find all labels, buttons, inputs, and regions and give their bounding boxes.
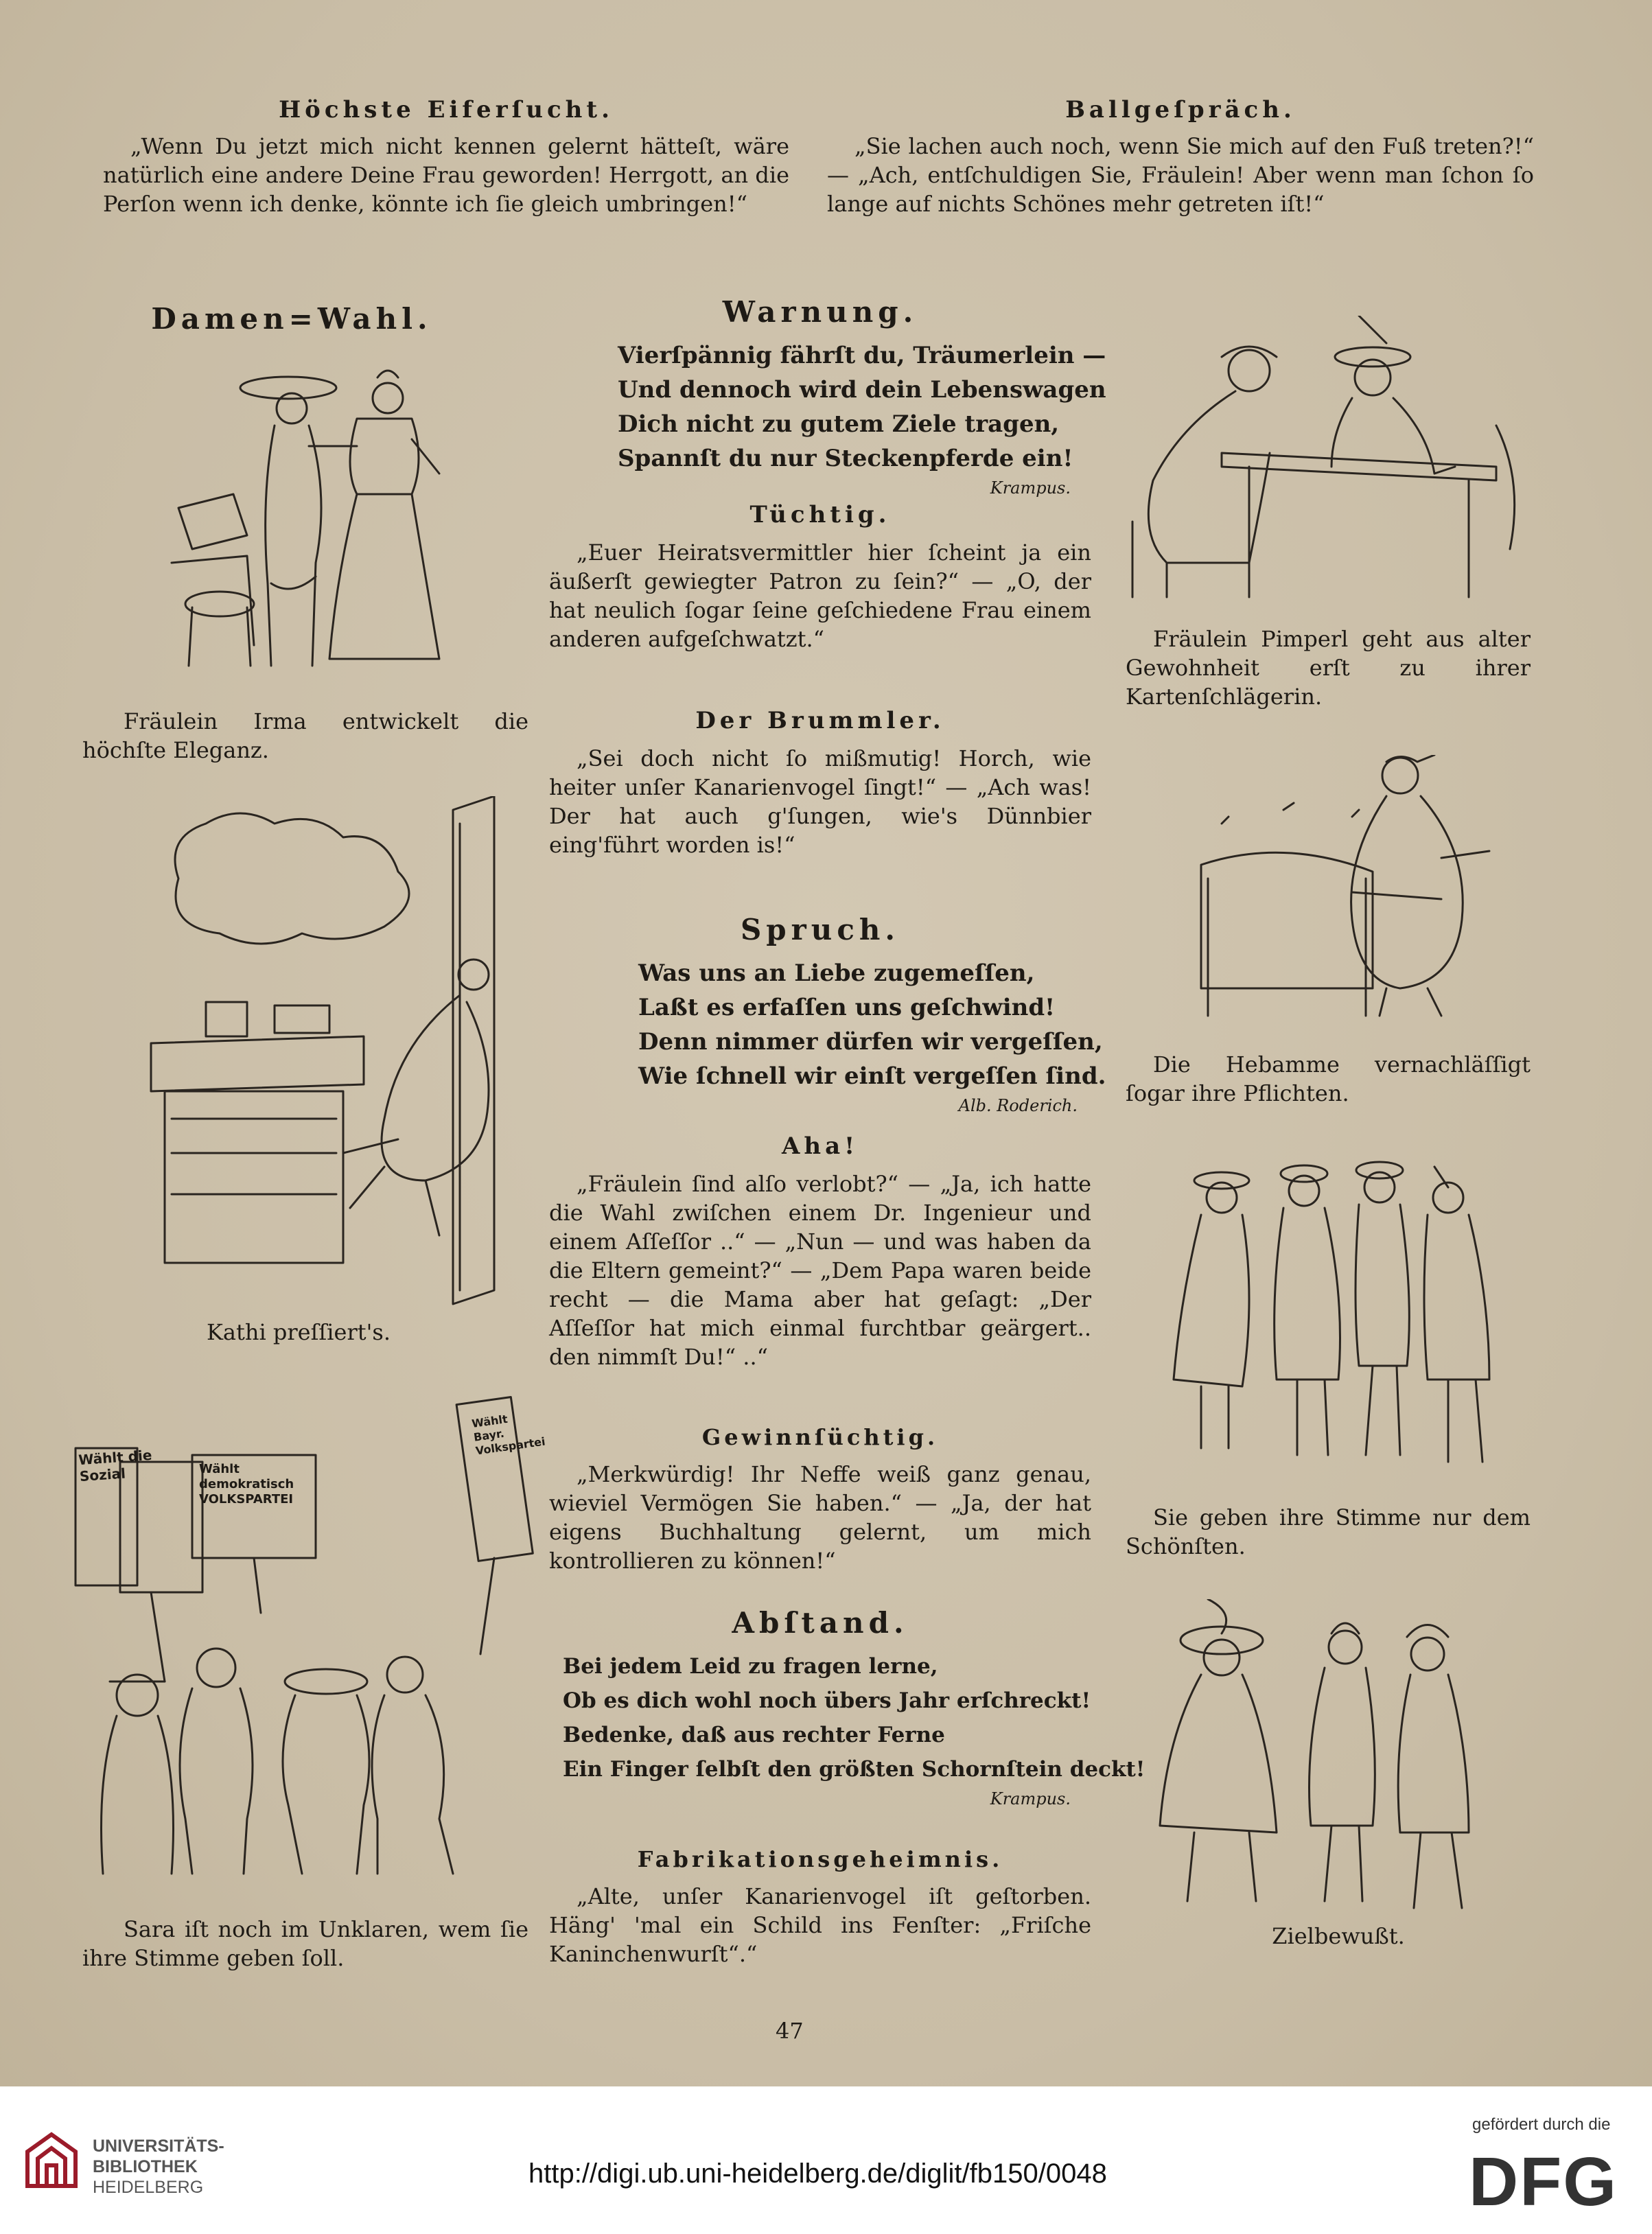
poem-line: Vierſpännig fährſt du, Träumerlein —	[618, 342, 1106, 369]
caption-hebamme: Die Hebamme vernachläſſigt ſogar ihre Pflichten.	[1126, 1051, 1531, 1106]
sign-3: Wählt Bayr. Volkspartei	[471, 1412, 546, 1458]
illustration-damen-wahl	[151, 357, 535, 686]
section-text: „Alte, unſer Kanarienvogel iſt geſtorben. Häng' 'mal ein Schild ins Fenſter: „Friſche Kaninchenwurſt“.“	[549, 1883, 1091, 1967]
ub-heidelberg-logo-icon	[21, 2128, 82, 2196]
section-fabrikationsgeheimnis	[549, 1846, 1091, 1968]
poem-line: Denn nimmer dürfen wir vergeſſen,	[638, 1028, 1103, 1056]
caption-kathi: Kathi preſſiert's.	[207, 1319, 391, 1345]
section-title: Fabrikationsgeheimnis.	[637, 1846, 1003, 1872]
illustration-kathi	[137, 796, 522, 1311]
poem-line: Ob es dich wohl noch übers Jahr erſchreckt!	[563, 1688, 1091, 1713]
poem-line: Bedenke, daß aus rechter Ferne	[563, 1723, 945, 1747]
section-text: „Fräulein ſind alſo verlobt?“ — „Ja, ich hatte die Wahl zwiſchen einem Dr. Ingenieur und einem Aſſeſſor ..“ — „Nun — und was haben da die Eltern gemeint?“ — „Dem Papa waren beide recht — die Mama aber hat geſagt: „Der Aſſeſſor hat mich einmal furchtbar geärgert.. den nimmſt Du!“ ..“	[549, 1171, 1091, 1370]
section-tuechtig	[549, 501, 1091, 653]
poem-line: Wie ſchnell wir einſt vergeſſen ſind.	[638, 1062, 1106, 1090]
section-title: Tüchtig.	[749, 501, 891, 528]
caption-irma: Fräulein Irma entwickelt die höchſte Eleganz.	[82, 708, 528, 763]
footer-bar	[0, 2086, 1652, 2234]
section-title: Spruch.	[740, 913, 900, 946]
section-title: Der Brummler.	[695, 707, 945, 734]
section-warnung	[549, 295, 1106, 498]
section-hoechste-eifersucht	[103, 96, 789, 218]
illustration-hebamme	[1180, 755, 1510, 1029]
section-title: Aha!	[781, 1132, 859, 1160]
sign-2: Wählt demokratisch VOLKSPARTEI	[199, 1462, 294, 1506]
section-text: „Wenn Du jetzt mich nicht kennen gelernt hätteſt, wäre natürlich eine andere Deine Frau geworden! Herrgott, an die Perſon wenn ich denke, könnte ich ſie gleich umbringen!“	[103, 133, 789, 217]
author: Alb. Roderich.	[958, 1096, 1078, 1115]
section-title: Abſtand.	[732, 1606, 909, 1640]
poem-warnung	[549, 338, 1106, 476]
page-number: 47	[776, 2018, 804, 2044]
section-text: „Sei doch nicht ſo mißmutig! Horch, wie heiter unſer Kanarienvogel ſingt!“ — „Ach was! Der hat auch g'ſungen, wie's Dünnbier eing'führt worden is!“	[549, 745, 1091, 858]
illustration-pimperl	[1112, 316, 1524, 604]
section-gewinnsuechtig	[549, 1424, 1091, 1575]
author: Krampus.	[990, 1789, 1071, 1808]
caption-pimperl: Fräulein Pimperl geht aus alter Gewohnheit erſt zu ihrer Kartenſchlägerin.	[1126, 626, 1531, 710]
library-name	[93, 2136, 224, 2198]
library-line-2: BIBLIOTHEK	[93, 2157, 198, 2176]
section-spruch	[549, 913, 1106, 1115]
permalink-url[interactable]: http://digi.ub.uni-heidelberg.de/diglit/fb150/0048	[528, 2159, 1107, 2189]
poem-line: Laßt es erfaſſen uns geſchwind!	[638, 994, 1056, 1021]
library-line-3: HEIDELBERG	[93, 2178, 204, 2197]
caption-sara: Sara iſt noch im Unklaren, wem ſie ihre Stimme geben ſoll.	[82, 1916, 528, 1971]
section-text: „Sie lachen auch noch, wenn Sie mich auf den Fuß treten?!“ — „Ach, entſchuldigen Sie, Fräulein! Aber wenn man ſchon ſo lange auf nichts Schönes mehr getreten iſt!“	[827, 133, 1534, 217]
library-line-1: UNIVERSITÄTS-	[93, 2137, 224, 2156]
dfg-logo: DFG	[1469, 2143, 1618, 2220]
caption-stimme: Sie geben ihre Stimme nur dem Schönſten.	[1126, 1504, 1531, 1559]
poem-line: Was uns an Liebe zugemeſſen,	[638, 959, 1035, 987]
poem-abstand	[549, 1649, 1145, 1787]
poem-line: Und dennoch wird dein Lebenswagen	[618, 376, 1106, 404]
illustration-zielbewusst	[1139, 1599, 1503, 1922]
section-title: Warnung.	[722, 295, 918, 329]
section-title: Höchste Eiferſucht.	[279, 96, 614, 124]
sign-1: Wählt die Sozial	[78, 1446, 153, 1485]
poem-line: Dich nicht zu gutem Ziele tragen,	[618, 410, 1060, 438]
funded-by-label: gefördert durch die	[1472, 2115, 1611, 2134]
poem-line: Ein Finger ſelbſt den größten Schornſtein deckt!	[563, 1757, 1145, 1782]
caption-ziel: Zielbewußt.	[1272, 1923, 1405, 1949]
poem-line: Bei jedem Leid zu fragen lerne,	[563, 1654, 938, 1679]
section-text: „Euer Heiratsvermittler hier ſcheint ja ein äußerſt gewiegter Patron zu ſein?“ — „O, der hat neulich ſogar ſeine geſchiedene Frau einem anderen aufgeſchwatzt.“	[549, 539, 1091, 652]
section-ballgespraech	[827, 96, 1534, 218]
damen-wahl-title: Damen=Wahl.	[151, 302, 432, 336]
section-title: Gewinnſüchtig.	[701, 1424, 939, 1450]
section-brummler	[549, 707, 1091, 859]
section-text: „Merkwürdig! Ihr Neffe weiß ganz genau, wieviel Vermögen Sie haben.“ — „Ja, der hat eigens Buchhaltung gelernt, um mich kontrollieren zu können!“	[549, 1461, 1091, 1574]
poem-line: Spannſt du nur Steckenpferde ein!	[618, 445, 1073, 472]
section-aha	[549, 1132, 1091, 1371]
poem-spruch	[549, 956, 1106, 1093]
illustration-schoensten	[1160, 1160, 1510, 1482]
author: Krampus.	[990, 478, 1071, 498]
section-abstand	[549, 1606, 1145, 1808]
section-title: Ballgeſpräch.	[1065, 96, 1296, 124]
